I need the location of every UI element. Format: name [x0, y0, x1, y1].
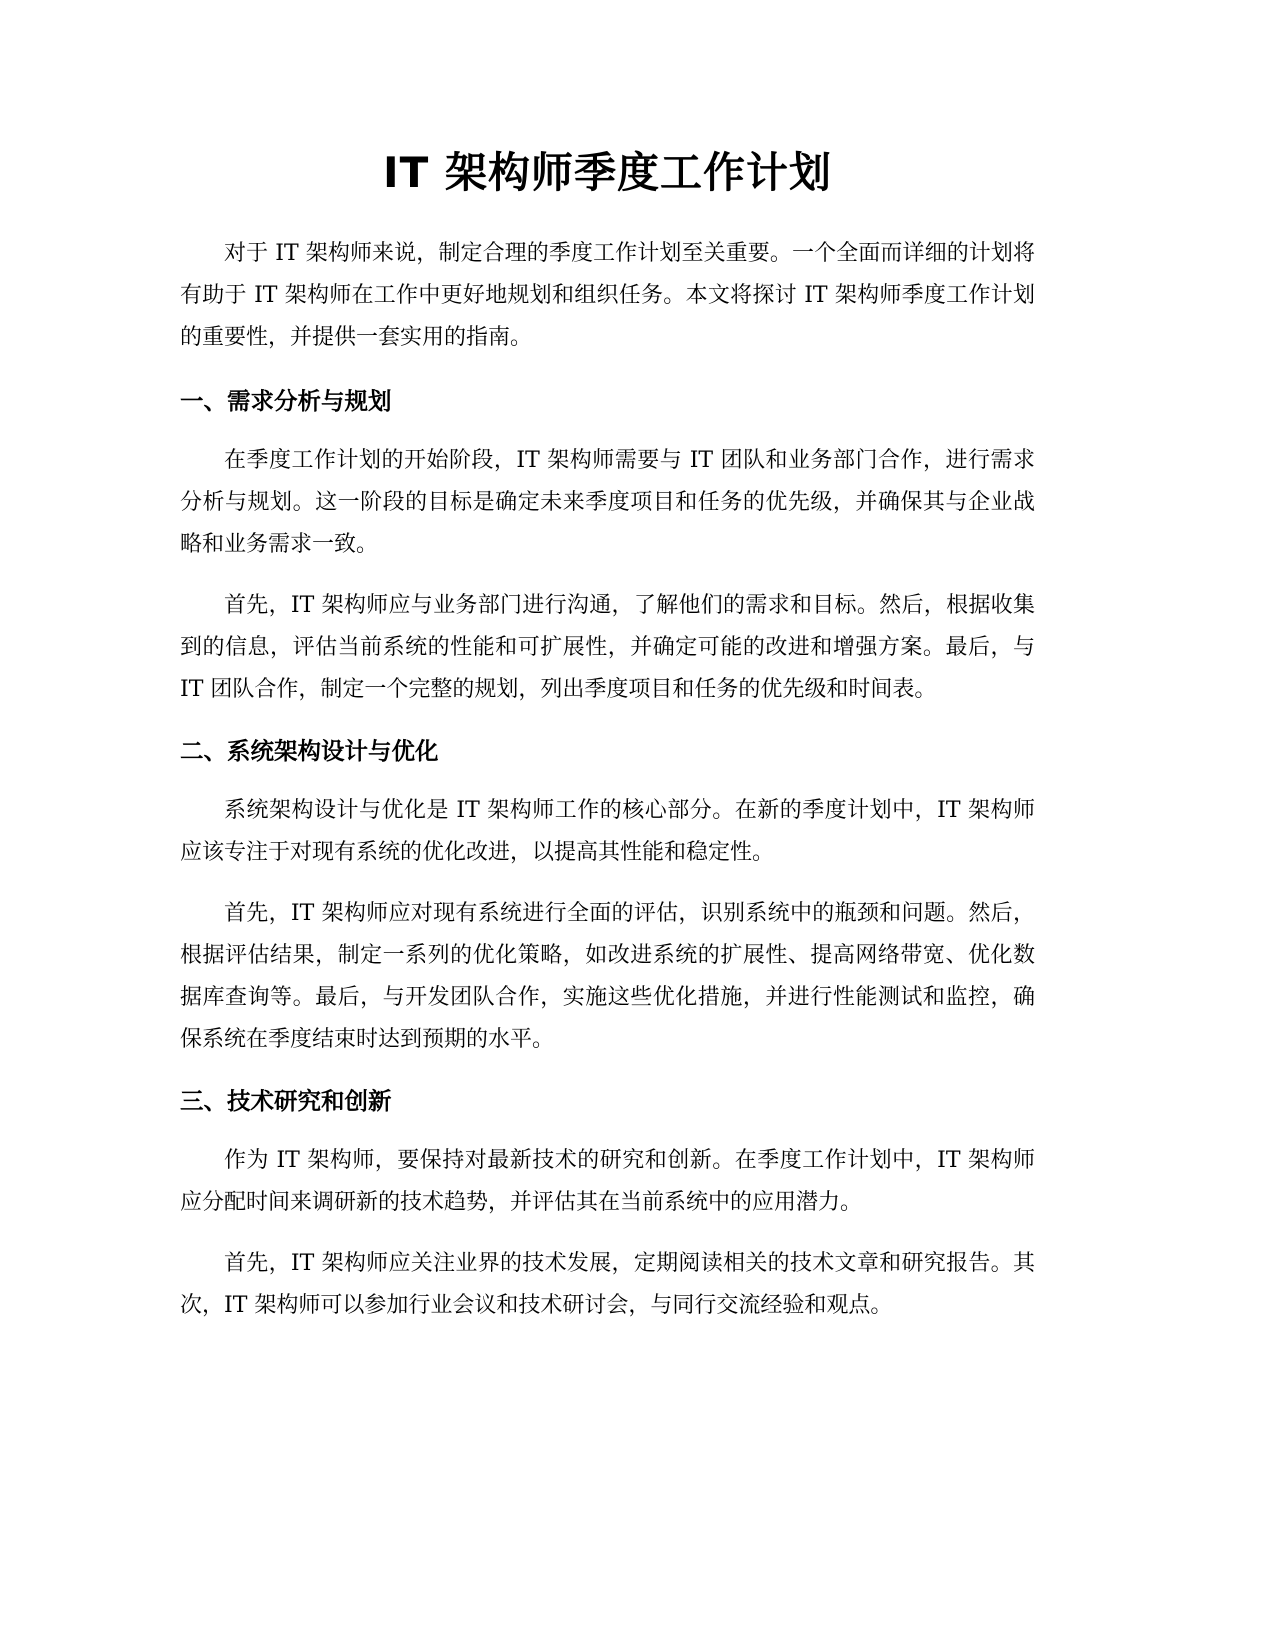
document-title: IT 架构师季度工作计划	[383, 148, 832, 197]
section-2-paragraph-1: 系统架构设计与优化是 IT 架构师工作的核心部分。在新的季度计划中，IT 架构师应该专注于对现有系统的优化改进，以提高其性能和稳定性。	[180, 798, 1035, 865]
intro-paragraph: 对于 IT 架构师来说，制定合理的季度工作计划至关重要。一个全面而详细的计划将有助于 IT 架构师在工作中更好地规划和组织任务。本文将探讨 IT 架构师季度工作计划的重要性，并提供一套实用的指南。	[180, 241, 1035, 350]
section-heading-requirements: 一、需求分析与规划	[180, 387, 392, 415]
section-heading-architecture: 二、系统架构设计与优化	[180, 737, 439, 765]
section-3-paragraph-1: 作为 IT 架构师，要保持对最新技术的研究和创新。在季度工作计划中，IT 架构师应分配时间来调研新的技术趋势，并评估其在当前系统中的应用潜力。	[180, 1148, 1035, 1215]
section-1-paragraph-2: 首先，IT 架构师应与业务部门进行沟通，了解他们的需求和目标。然后，根据收集到的信息，评估当前系统的性能和可扩展性，并确定可能的改进和增强方案。最后，与 IT 团队合作，制定一个完整的规划，列出季度项目和任务的优先级和时间表。	[180, 593, 1035, 702]
section-2-paragraph-2: 首先，IT 架构师应对现有系统进行全面的评估，识别系统中的瓶颈和问题。然后，根据评估结果，制定一系列的优化策略，如改进系统的扩展性、提高网络带宽、优化数据库查询等。最后，与开发团队合作，实施这些优化措施，并进行性能测试和监控，确保系统在季度结束时达到预期的水平。	[180, 901, 1035, 1052]
section-heading-research: 三、技术研究和创新	[180, 1087, 392, 1115]
document-page	[180, 0, 1035, 1650]
section-3-paragraph-2: 首先，IT 架构师应关注业界的技术发展，定期阅读相关的技术文章和研究报告。其次，IT 架构师可以参加行业会议和技术研讨会，与同行交流经验和观点。	[180, 1251, 1035, 1318]
section-1-paragraph-1: 在季度工作计划的开始阶段，IT 架构师需要与 IT 团队和业务部门合作，进行需求分析与规划。这一阶段的目标是确定未来季度项目和任务的优先级，并确保其与企业战略和业务需求一致。	[180, 448, 1035, 557]
